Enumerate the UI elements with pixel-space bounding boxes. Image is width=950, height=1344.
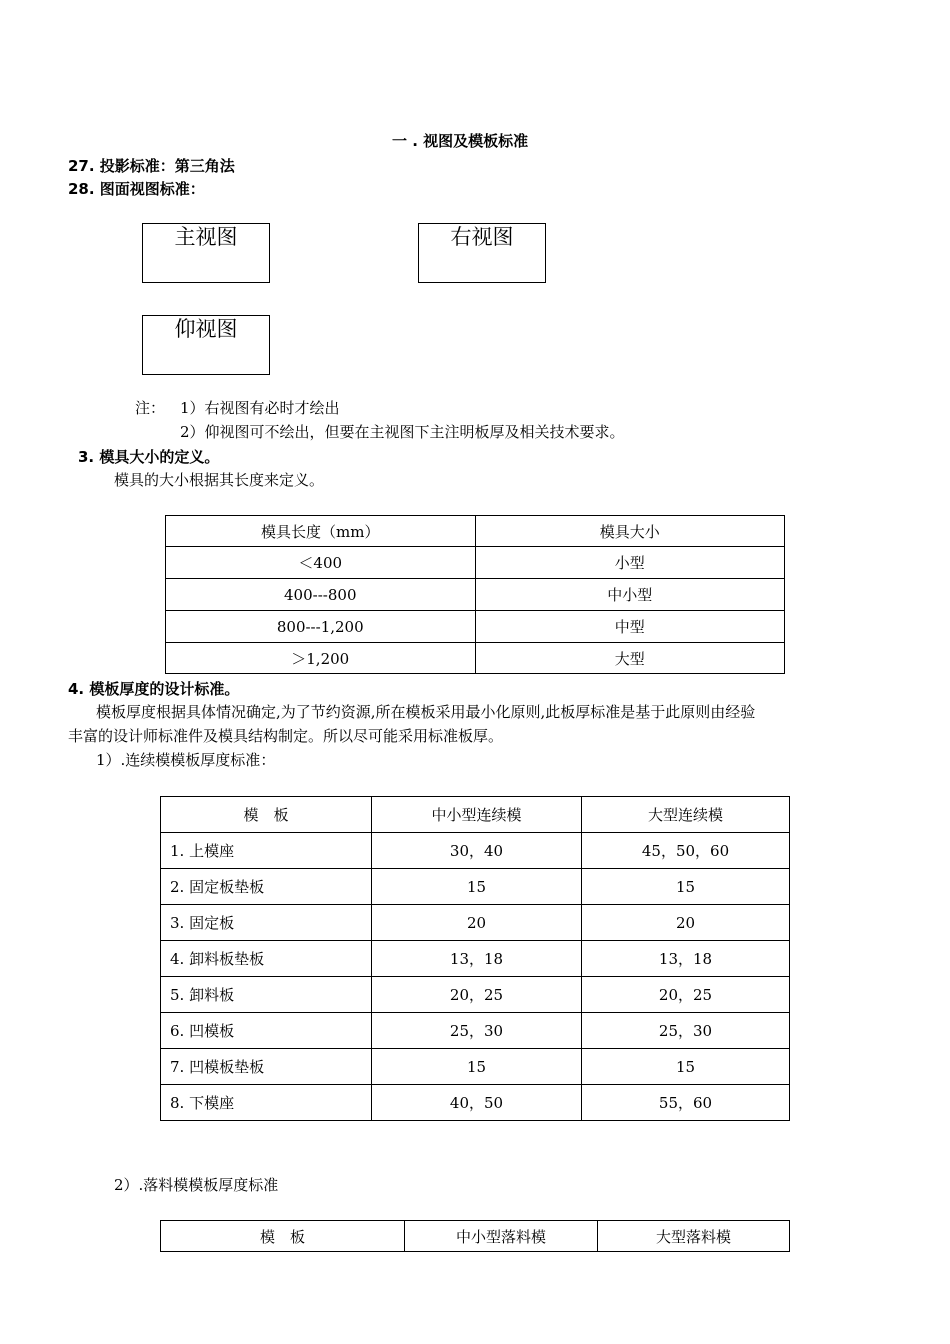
table-cell: 中型 bbox=[475, 611, 785, 643]
right-view-label: 右视图 bbox=[450, 225, 514, 249]
header-cell: 大型连续模 bbox=[582, 797, 790, 833]
blanking-die-thickness-table bbox=[160, 1220, 790, 1252]
table-cell: 1. 上模座 bbox=[161, 833, 372, 869]
table-cell: 400---800 bbox=[166, 579, 476, 611]
table-row bbox=[161, 977, 790, 1013]
table-header-row bbox=[161, 797, 790, 833]
table-cell: 5. 卸料板 bbox=[161, 977, 372, 1013]
table-cell: 20 bbox=[372, 905, 582, 941]
table-cell: 6. 凹模板 bbox=[161, 1013, 372, 1049]
table-row bbox=[161, 1013, 790, 1049]
table-header-row bbox=[166, 516, 785, 547]
table-row bbox=[161, 941, 790, 977]
bottom-view-label: 仰视图 bbox=[174, 317, 238, 341]
table-cell: 小型 bbox=[475, 547, 785, 579]
subsection-1-title: 1）.连续模模板厚度标准： bbox=[96, 751, 276, 769]
table-row bbox=[161, 1049, 790, 1085]
note-1: 1）右视图有必时才绘出 bbox=[180, 399, 340, 417]
table-cell: 13，18 bbox=[582, 941, 790, 977]
table-cell: 15 bbox=[372, 1049, 582, 1085]
table-cell: 800---1,200 bbox=[166, 611, 476, 643]
table-row bbox=[161, 869, 790, 905]
table-cell: 2. 固定板垫板 bbox=[161, 869, 372, 905]
table-cell: 3. 固定板 bbox=[161, 905, 372, 941]
section-3-desc: 模具的大小根据其长度来定义。 bbox=[114, 471, 325, 489]
header-cell: 模 板 bbox=[161, 797, 372, 833]
note-2: 2）仰视图可不绘出，但要在主视图下主注明板厚及相关技术要求。 bbox=[180, 423, 625, 441]
table-cell: 25，30 bbox=[372, 1013, 582, 1049]
table-row bbox=[161, 905, 790, 941]
table-row bbox=[166, 611, 785, 643]
header-cell: 中小型连续模 bbox=[372, 797, 582, 833]
table-cell: 30，40 bbox=[372, 833, 582, 869]
table-cell: 15 bbox=[582, 1049, 790, 1085]
front-view-box bbox=[142, 223, 270, 283]
notes-label: 注： bbox=[135, 399, 166, 417]
front-view-label: 主视图 bbox=[174, 225, 238, 249]
section-4-para-line1: 模板厚度根据具体情况确定,为了节约资源,所在模板采用最小化原则,此板厚标准是基于此原则由经验 bbox=[96, 703, 756, 721]
table-cell: 8. 下模座 bbox=[161, 1085, 372, 1121]
table-cell: 20，25 bbox=[582, 977, 790, 1013]
table-cell: 45，50，60 bbox=[582, 833, 790, 869]
header-cell: 大型落料模 bbox=[598, 1221, 790, 1252]
table-row bbox=[166, 643, 785, 674]
right-view-box bbox=[418, 223, 546, 283]
item-27-projection: 27. 投影标准：第三角法 bbox=[68, 157, 235, 175]
table-cell: 20 bbox=[582, 905, 790, 941]
section-title: 一 . 视图及模板标准 bbox=[392, 132, 529, 150]
table-cell: 15 bbox=[582, 869, 790, 905]
header-cell: 模 板 bbox=[161, 1221, 405, 1252]
section-4-title: 4. 模板厚度的设计标准。 bbox=[68, 680, 240, 698]
mold-size-table bbox=[165, 515, 785, 674]
table-cell: ＜400 bbox=[166, 547, 476, 579]
table-cell: 55，60 bbox=[582, 1085, 790, 1121]
item-28-views: 28. 图面视图标准： bbox=[68, 180, 205, 198]
table-cell: 15 bbox=[372, 869, 582, 905]
section-4-para-line2: 丰富的设计师标准件及模具结构制定。所以尽可能采用标准板厚。 bbox=[68, 727, 504, 745]
table-cell: 大型 bbox=[475, 643, 785, 674]
table-row bbox=[161, 833, 790, 869]
table-header-row bbox=[161, 1221, 790, 1252]
progressive-die-thickness-table bbox=[160, 796, 790, 1121]
bottom-view-box bbox=[142, 315, 270, 375]
table-cell: 中小型 bbox=[475, 579, 785, 611]
table-row bbox=[161, 1085, 790, 1121]
table-row bbox=[166, 547, 785, 579]
section-3-title: 3. 模具大小的定义。 bbox=[78, 448, 220, 466]
subsection-2-title: 2）.落料模模板厚度标准 bbox=[114, 1176, 279, 1194]
header-cell: 模具长度（mm） bbox=[166, 516, 476, 547]
table-cell: 13，18 bbox=[372, 941, 582, 977]
table-cell: 40，50 bbox=[372, 1085, 582, 1121]
table-cell: 25，30 bbox=[582, 1013, 790, 1049]
header-cell: 模具大小 bbox=[475, 516, 785, 547]
table-cell: 4. 卸料板垫板 bbox=[161, 941, 372, 977]
table-row bbox=[166, 579, 785, 611]
header-cell: 中小型落料模 bbox=[405, 1221, 598, 1252]
table-cell: 7. 凹模板垫板 bbox=[161, 1049, 372, 1085]
table-cell: 20，25 bbox=[372, 977, 582, 1013]
table-cell: ＞1,200 bbox=[166, 643, 476, 674]
